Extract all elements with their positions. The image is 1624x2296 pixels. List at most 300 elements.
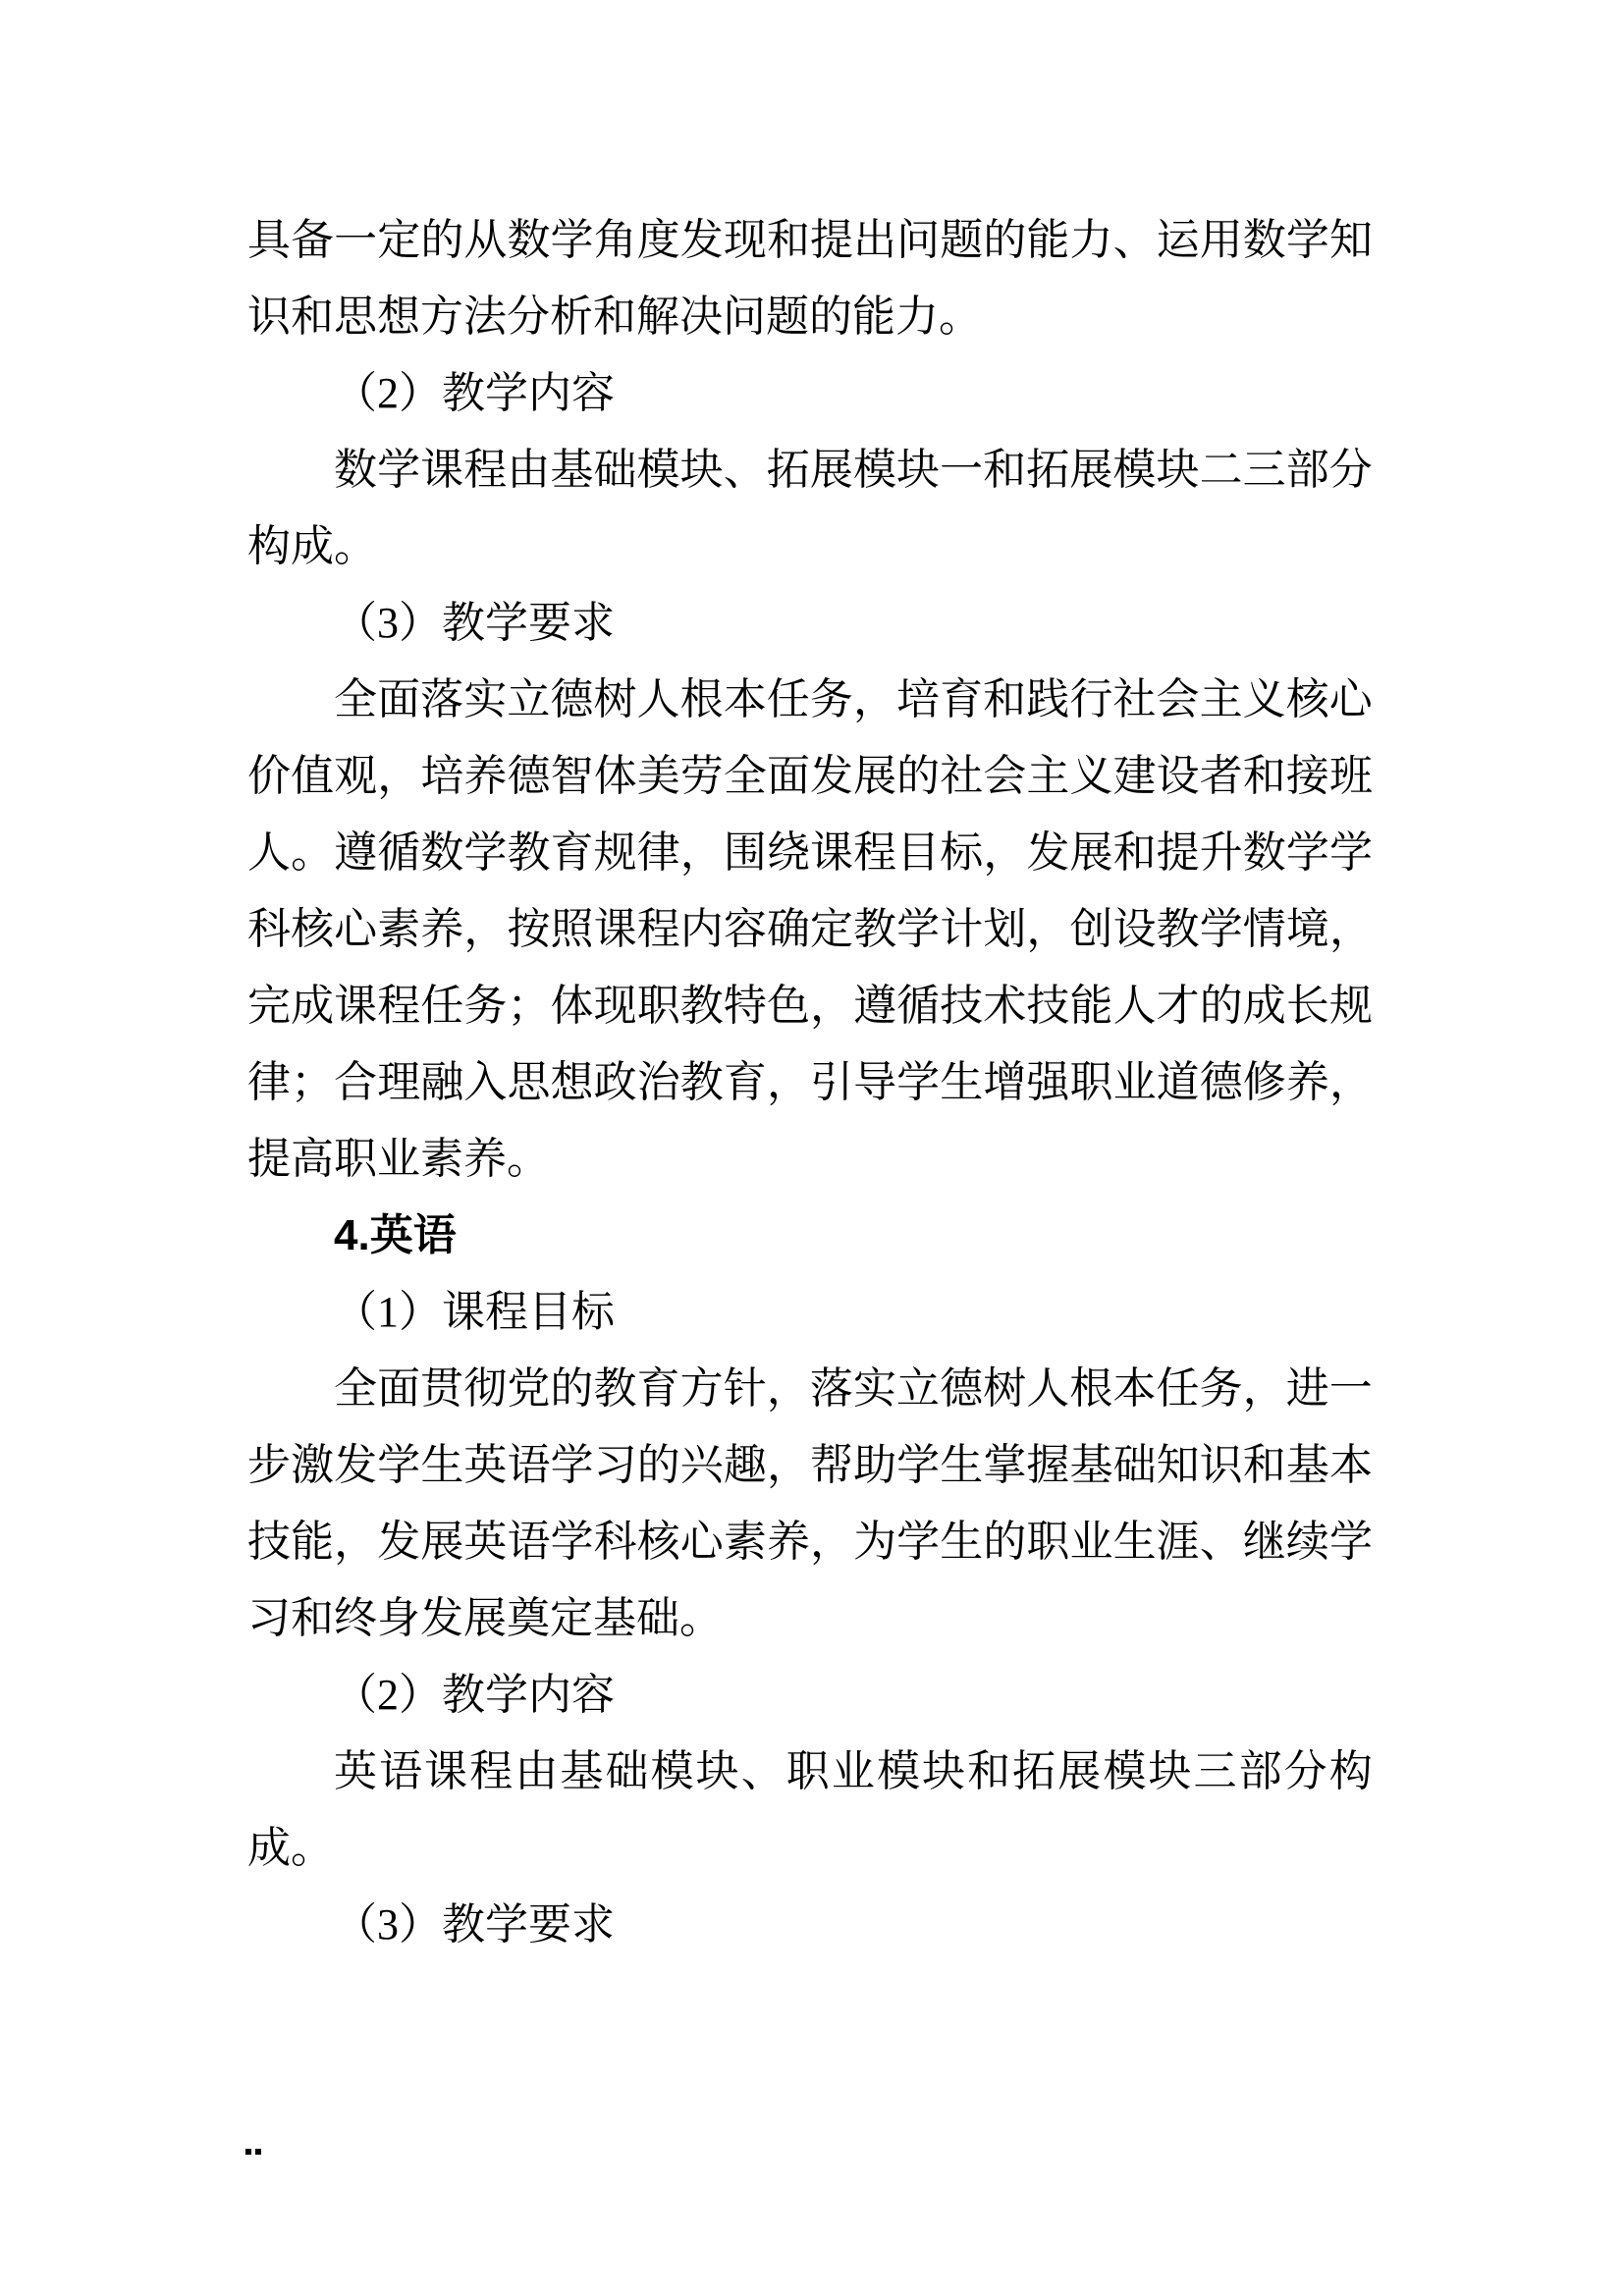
text-char: 职	[1069, 1058, 1113, 1106]
text-char: 。	[291, 828, 335, 877]
text-char: 英	[463, 1441, 508, 1489]
text-char: 情	[1242, 905, 1286, 953]
text-char: 教	[507, 828, 551, 877]
text-char: 展	[853, 752, 897, 800]
text-char: 实	[463, 675, 508, 723]
text-char: 立	[896, 1364, 941, 1413]
text-char: 块	[896, 446, 941, 494]
text-char: 、	[1199, 1518, 1243, 1566]
text-char: 素	[723, 1518, 767, 1566]
text-line: 构成。	[247, 522, 377, 570]
text-char: 确	[766, 905, 810, 953]
text-char: 职	[785, 1747, 830, 1795]
text-char: 展	[1069, 828, 1113, 877]
text-char: 程	[469, 1747, 514, 1795]
text-char: 教	[1156, 905, 1200, 953]
text-char: 成	[291, 982, 335, 1030]
text-char: 学	[896, 905, 941, 953]
text-char: 数	[420, 828, 464, 877]
text-char: 划	[983, 905, 1027, 953]
text-char: 价	[247, 752, 291, 800]
text-char: 定	[810, 905, 854, 953]
text-char: 规	[1328, 982, 1373, 1030]
text-char: 强	[1026, 1058, 1070, 1106]
text-char: 境	[1285, 905, 1329, 953]
text-char: 特	[723, 982, 767, 1030]
text-char: 全	[334, 1364, 377, 1413]
text-char: 导	[853, 1058, 897, 1106]
text-char: 合	[334, 1058, 378, 1106]
text-char: 数	[1242, 216, 1286, 264]
text-char: 德	[507, 752, 551, 800]
text-char: 养	[463, 752, 508, 800]
text-char: 学	[1285, 216, 1329, 264]
text-char: 数	[334, 446, 377, 494]
text-char: 科	[247, 905, 291, 953]
footer-dot	[255, 2149, 261, 2155]
text-char: 提	[1156, 828, 1200, 877]
text-char: ，	[810, 982, 854, 1030]
text-char: 行	[1069, 675, 1113, 723]
text-char: 学	[550, 216, 594, 264]
text-char: 养	[420, 905, 464, 953]
text-char: 成	[1242, 982, 1286, 1030]
text-char: 知	[1156, 1441, 1200, 1489]
text-char: 的	[1199, 982, 1243, 1030]
text-char: 业	[1112, 1058, 1157, 1106]
text-char: 贯	[420, 1364, 464, 1413]
text-char: 二	[1199, 446, 1243, 494]
text-line	[247, 1734, 1373, 1810]
text-char: 基	[1285, 1441, 1329, 1489]
text-char: 彻	[463, 1364, 508, 1413]
text-char: 术	[983, 982, 1027, 1030]
text-char: 心	[334, 905, 378, 953]
text-char: 英	[463, 1518, 508, 1566]
text-char: 全	[723, 752, 767, 800]
text-char: 增	[983, 1058, 1027, 1106]
text-char: 针	[723, 1364, 767, 1413]
text-char: 长	[1285, 982, 1329, 1030]
text-char: ；	[291, 1058, 335, 1106]
text-char: ，	[1328, 1058, 1373, 1106]
text-char: 本	[1328, 1441, 1373, 1489]
text-line	[247, 662, 1373, 738]
text-char: 识	[1199, 1441, 1243, 1489]
text-char: 生	[940, 1518, 984, 1566]
text-char: ，	[679, 828, 724, 877]
text-line: 4.英语	[334, 1211, 457, 1259]
text-char: 角	[593, 216, 637, 264]
text-char: 一	[1328, 1364, 1373, 1413]
text-char: 围	[723, 828, 767, 877]
text-char: 心	[1328, 675, 1373, 723]
text-line	[247, 1427, 1373, 1504]
text-char: 主	[1026, 752, 1070, 800]
text-char: 内	[679, 905, 724, 953]
text-char: 遵	[853, 982, 897, 1030]
text-char: 备	[291, 216, 335, 264]
text-char: 课	[593, 905, 637, 953]
text-char: 续	[1285, 1518, 1329, 1566]
text-line: 成。	[247, 1824, 334, 1872]
text-char: 创	[1069, 905, 1113, 953]
text-char: 展	[809, 446, 853, 494]
text-char: 和	[1242, 752, 1286, 800]
text-char: 教	[593, 1364, 637, 1413]
text-char: 思	[507, 1058, 551, 1106]
text-char: 学	[1328, 1518, 1373, 1566]
text-char: 程	[463, 446, 508, 494]
text-char: 入	[463, 1058, 508, 1106]
text-char: 由	[507, 446, 551, 494]
text-char: 块	[679, 446, 724, 494]
text-char: ，	[766, 1364, 810, 1413]
text-char: 块	[1156, 446, 1200, 494]
text-char: 生	[420, 1441, 464, 1489]
text-char: 础	[1112, 1441, 1157, 1489]
text-char: 激	[291, 1441, 335, 1489]
text-char: 模	[636, 446, 680, 494]
text-char: 想	[550, 1058, 594, 1106]
text-char: 教	[679, 982, 724, 1030]
text-char: ，	[766, 1058, 810, 1106]
text-char: 趣	[723, 1441, 767, 1489]
text-char: 德	[940, 1364, 984, 1413]
text-char: 设	[1112, 905, 1157, 953]
text-char: 分	[1328, 446, 1373, 494]
text-char: 面	[766, 752, 810, 800]
text-char: 班	[1328, 752, 1373, 800]
text-line	[247, 432, 1373, 508]
text-char: 理	[377, 1058, 421, 1106]
text-char: 人	[636, 675, 680, 723]
text-char: 升	[1199, 828, 1243, 877]
text-line: （3）教学要求	[334, 1900, 615, 1949]
text-char: ；	[507, 982, 551, 1030]
text-char: 的	[420, 216, 464, 264]
text-char: 块	[1148, 1747, 1192, 1795]
text-char: 发	[679, 216, 724, 264]
text-char: 和	[1112, 828, 1157, 877]
text-line	[247, 891, 1373, 968]
text-char: 树	[593, 675, 637, 723]
text-char: ，	[1328, 905, 1373, 953]
text-char: 培	[420, 752, 464, 800]
text-char: 程	[636, 905, 680, 953]
text-char: 德	[550, 675, 594, 723]
text-char: 现	[723, 216, 767, 264]
text-char: 计	[940, 905, 984, 953]
text-char: 拓	[1012, 1747, 1056, 1795]
text-char: 部	[1238, 1747, 1282, 1795]
text-char: 发	[810, 752, 854, 800]
text-char: 务	[463, 982, 508, 1030]
text-char: 科	[593, 1518, 637, 1566]
text-char: 学	[896, 1441, 941, 1489]
text-char: 力	[1069, 216, 1113, 264]
text-char: 义	[1069, 752, 1113, 800]
text-char: 任	[420, 982, 464, 1030]
text-char: 本	[723, 675, 767, 723]
text-char: 兴	[679, 1441, 724, 1489]
text-char: 课	[420, 446, 464, 494]
text-char: 和	[766, 216, 810, 264]
text-char: 学	[377, 1441, 421, 1489]
text-char: 循	[896, 982, 941, 1030]
text-char: 帮	[810, 1441, 854, 1489]
text-char: 和	[983, 675, 1027, 723]
text-char: 人	[1112, 982, 1157, 1030]
text-char: 生	[940, 1058, 984, 1106]
text-char: 分	[1283, 1747, 1327, 1795]
text-char: 业	[1069, 1518, 1113, 1566]
text-char: 学	[896, 1518, 941, 1566]
text-char: 展	[1069, 446, 1113, 494]
text-char: 定	[377, 216, 421, 264]
text-line: 识和思想方法分析和解决问题的能力。	[247, 293, 982, 341]
text-line: 习和终身发展奠定基础。	[247, 1594, 723, 1642]
text-char: 观	[334, 752, 378, 800]
text-char: 一	[334, 216, 378, 264]
text-char: 块	[922, 1747, 966, 1795]
text-char: 社	[940, 752, 984, 800]
text-char: 知	[1328, 216, 1373, 264]
text-char: 值	[291, 752, 335, 800]
text-char: 素	[377, 905, 421, 953]
text-char: 发	[1026, 828, 1070, 877]
text-char: 树	[983, 1364, 1027, 1413]
text-char: 立	[507, 675, 551, 723]
text-char: 问	[896, 216, 941, 264]
text-char: 学	[463, 828, 508, 877]
text-line: （1）课程目标	[334, 1288, 615, 1336]
text-char: 社	[1112, 675, 1157, 723]
text-char: 块	[695, 1747, 739, 1795]
text-char: 学	[1285, 828, 1329, 877]
text-char: 践	[1026, 675, 1070, 723]
text-char: 人	[1026, 1364, 1070, 1413]
text-char: 培	[896, 675, 941, 723]
text-char: 学	[550, 1441, 594, 1489]
text-char: 题	[940, 216, 984, 264]
text-char: 进	[1285, 1364, 1329, 1413]
text-char: 循	[377, 828, 421, 877]
text-char: 才	[1156, 982, 1200, 1030]
text-char: 语	[507, 1441, 551, 1489]
text-char: 构	[1328, 1747, 1373, 1795]
text-line	[247, 1351, 1373, 1427]
text-char: 学	[377, 446, 421, 494]
text-char: ，	[1242, 1364, 1286, 1413]
text-char: 步	[247, 1441, 291, 1489]
text-char: 修	[1242, 1058, 1286, 1106]
text-char: 落	[809, 1364, 853, 1413]
text-char: 务	[809, 675, 853, 723]
text-char: 根	[679, 675, 724, 723]
text-char: 职	[636, 982, 680, 1030]
text-char: 义	[1242, 675, 1286, 723]
text-char: 课	[334, 982, 378, 1030]
text-char: 、	[740, 1747, 785, 1795]
text-char: 美	[636, 752, 680, 800]
text-char: 技	[940, 982, 984, 1030]
text-char: 学	[896, 1058, 941, 1106]
text-char: ，	[852, 675, 896, 723]
text-char: 的	[896, 752, 941, 800]
text-char: 涯	[1156, 1518, 1200, 1566]
text-line	[247, 202, 1373, 279]
text-char: 掌	[983, 1441, 1027, 1489]
text-char: 色	[766, 982, 810, 1030]
text-char: 面	[377, 675, 421, 723]
text-char: 设	[1156, 752, 1200, 800]
text-char: 智	[550, 752, 594, 800]
text-char: 容	[723, 905, 767, 953]
text-char: 核	[1285, 675, 1329, 723]
text-char: 础	[605, 1747, 649, 1795]
text-char: 道	[1156, 1058, 1200, 1106]
text-char: 具	[247, 216, 291, 264]
text-char: 部	[1285, 446, 1329, 494]
text-line	[247, 815, 1373, 891]
text-char: ，	[463, 905, 508, 953]
text-char: 的	[983, 216, 1027, 264]
text-char: 党	[507, 1364, 551, 1413]
text-char: 现	[593, 982, 637, 1030]
text-char: 能	[291, 1518, 335, 1566]
text-char: 发	[377, 1518, 421, 1566]
text-line: 提高职业素养。	[247, 1135, 550, 1183]
text-char: 律	[247, 1058, 291, 1106]
text-char: 模	[1112, 446, 1157, 494]
text-char: 发	[334, 1441, 378, 1489]
text-char: 展	[1057, 1747, 1102, 1795]
text-char: 课	[424, 1747, 468, 1795]
text-char: 劳	[679, 752, 724, 800]
text-char: 三	[1242, 446, 1286, 494]
text-char: 语	[379, 1747, 423, 1795]
text-char: 体	[593, 752, 637, 800]
text-char: 目	[896, 828, 941, 877]
text-char: 一	[940, 446, 984, 494]
text-char: 面	[377, 1364, 421, 1413]
text-char: ，	[377, 752, 421, 800]
text-char: 主	[1199, 675, 1243, 723]
text-char: 育	[940, 675, 984, 723]
text-char: 会	[983, 752, 1027, 800]
text-char: 方	[679, 1364, 724, 1413]
text-char: 政	[593, 1058, 637, 1106]
text-char: 技	[247, 1518, 291, 1566]
text-char: ，	[766, 1441, 810, 1489]
text-char: 模	[1103, 1747, 1147, 1795]
text-char: 模	[876, 1747, 920, 1795]
text-char: 业	[831, 1747, 875, 1795]
text-char: 基	[550, 446, 594, 494]
text-char: 英	[334, 1747, 377, 1795]
text-char: 程	[853, 828, 897, 877]
text-char: 用	[1199, 216, 1243, 264]
text-char: 继	[1242, 1518, 1286, 1566]
text-char: ，	[1026, 905, 1070, 953]
text-char: 融	[420, 1058, 464, 1106]
text-char: 教	[679, 1058, 724, 1106]
text-line: （2）教学内容	[334, 1671, 615, 1719]
text-line	[247, 1044, 1373, 1121]
text-char: 会	[1156, 675, 1200, 723]
text-char: 为	[853, 1518, 897, 1566]
text-char: 和	[1242, 1441, 1286, 1489]
text-char: 拓	[1026, 446, 1070, 494]
text-char: 础	[593, 446, 637, 494]
text-char: 心	[679, 1518, 724, 1566]
text-char: 模	[852, 446, 896, 494]
text-char: 度	[636, 216, 680, 264]
footer-dot	[245, 2149, 251, 2155]
text-char: 核	[291, 905, 335, 953]
text-char: 育	[636, 1364, 680, 1413]
text-char: 接	[1285, 752, 1329, 800]
text-char: 治	[636, 1058, 680, 1106]
text-char: 学	[550, 1518, 594, 1566]
text-char: 育	[723, 1058, 767, 1106]
text-char: ，	[810, 1518, 854, 1566]
text-char: 模	[650, 1747, 694, 1795]
text-char: 、	[1112, 216, 1157, 264]
text-char: 三	[1193, 1747, 1237, 1795]
text-char: 绕	[766, 828, 810, 877]
text-char: 学	[1199, 905, 1243, 953]
text-char: 规	[593, 828, 637, 877]
text-char: 能	[1069, 982, 1113, 1030]
text-char: 出	[853, 216, 897, 264]
text-char: 教	[853, 905, 897, 953]
text-char: 技	[1026, 982, 1070, 1030]
text-char: 职	[1026, 1518, 1070, 1566]
text-char: 任	[1156, 1364, 1200, 1413]
text-char: 由	[514, 1747, 559, 1795]
text-char: 引	[810, 1058, 854, 1106]
text-char: 核	[636, 1518, 680, 1566]
text-char: 习	[593, 1441, 637, 1489]
text-char: 提	[810, 216, 854, 264]
text-char: 实	[852, 1364, 896, 1413]
text-char: 的	[550, 1364, 594, 1413]
text-char: 务	[1199, 1364, 1243, 1413]
text-char: 育	[550, 828, 594, 877]
text-char: 学	[1328, 828, 1373, 877]
text-char: 生	[940, 1441, 984, 1489]
footer-artifact-dots	[245, 2149, 261, 2155]
text-char: 数	[507, 216, 551, 264]
text-line	[247, 738, 1373, 815]
text-char: 运	[1156, 216, 1200, 264]
text-line	[247, 1504, 1373, 1580]
text-char: 课	[810, 828, 854, 877]
text-char: 展	[420, 1518, 464, 1566]
text-char: 、	[723, 446, 767, 494]
text-char: 任	[766, 675, 810, 723]
text-char: ，	[983, 828, 1027, 877]
text-char: 落	[420, 675, 464, 723]
text-char: 助	[853, 1441, 897, 1489]
text-char: 基	[1069, 1441, 1113, 1489]
text-char: ，	[334, 1518, 378, 1566]
text-char: 建	[1112, 752, 1157, 800]
text-char: 者	[1199, 752, 1243, 800]
text-char: 完	[247, 982, 291, 1030]
